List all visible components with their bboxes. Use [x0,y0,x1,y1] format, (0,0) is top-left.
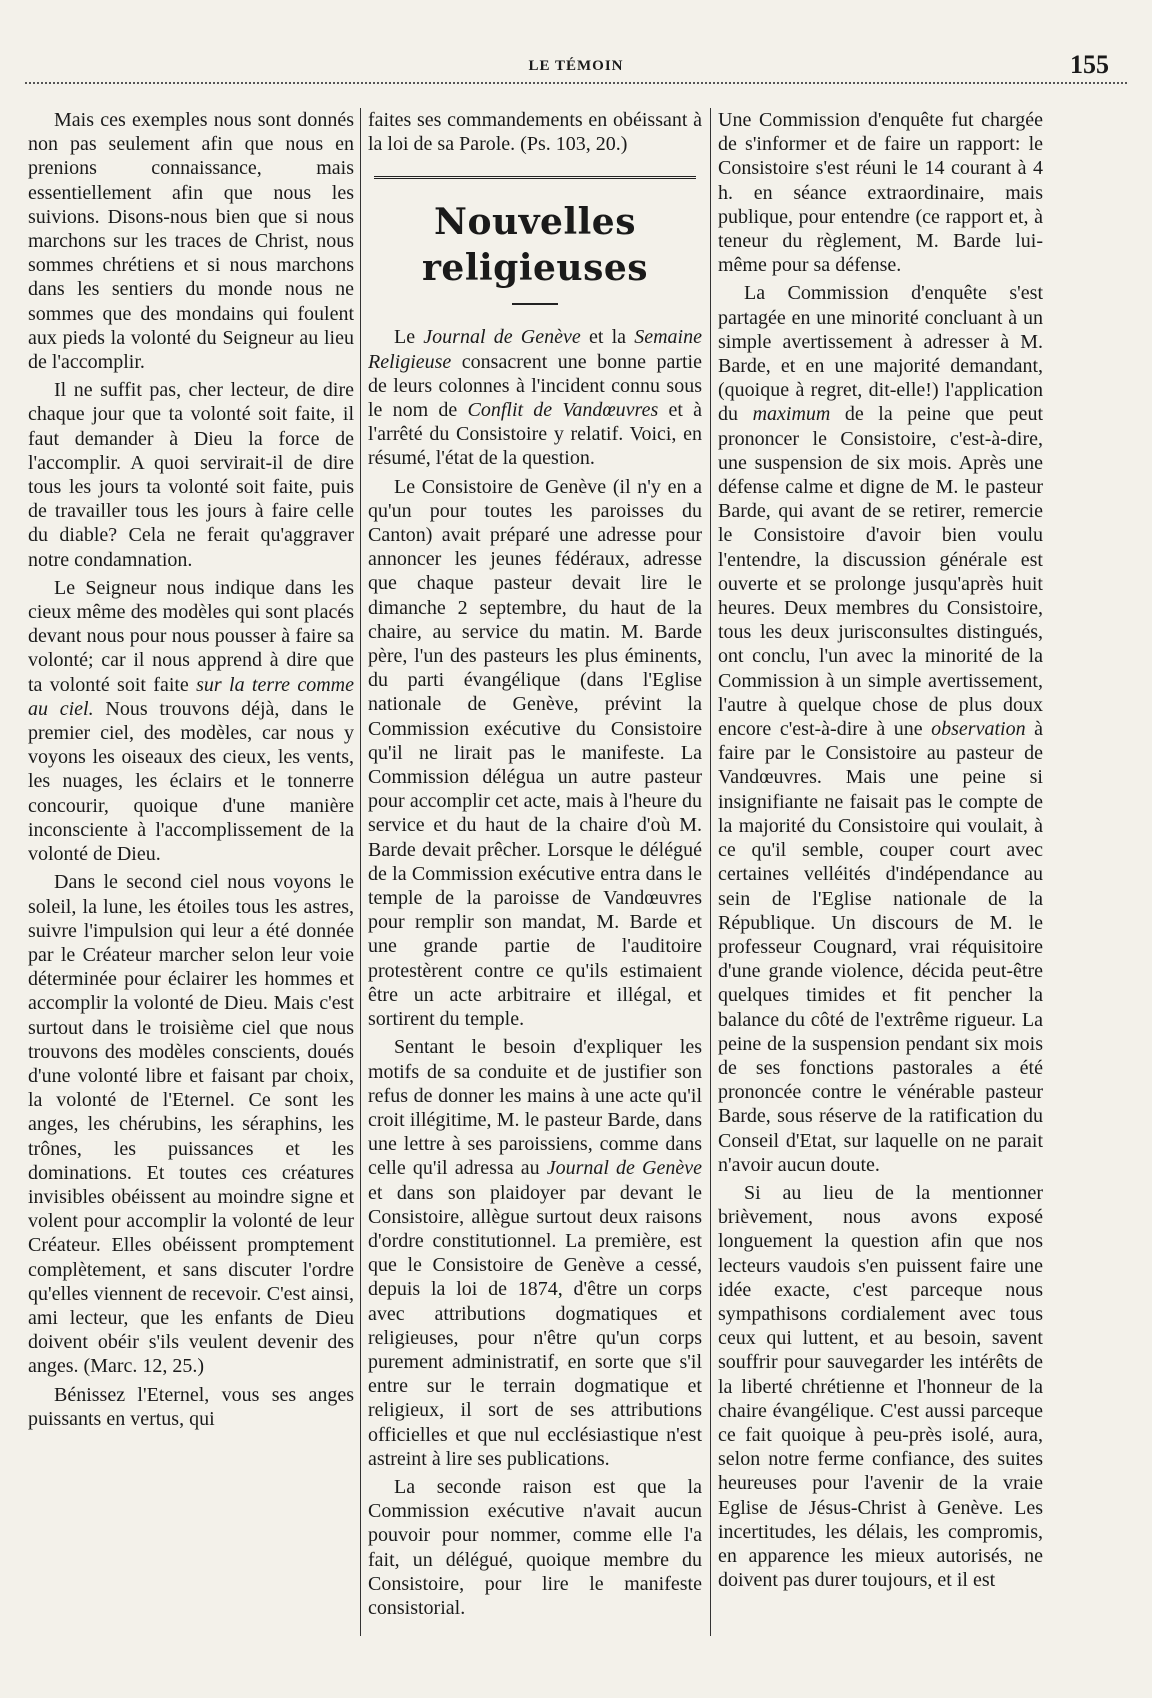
header-rule [25,82,1127,84]
paragraph-text: de la peine que peut prononcer le Consistoire, c'est-à-dire, une suspension de six mois. Après une défense calme et digne de M. le pasteur Barde, qui avant de se retirer, remercie le Consistoire d'avoir bien voulu l'entendre, la discussion générale est ouverte et se prolonge jusqu'après huit heures. Deux membres du Consistoire, tous les deux jurisconsultes distingués, ont conclu, l'un avec la minorité de la Commission à un simple avertissement, l'autre à quelque chose de plus doux encore c'est-à-dire à une [718,403,1043,741]
paragraph: Mais ces exemples nous sont donnés non pas seulement afin que nous en prenions connaissance, mais essentiellement afin que nous les suivions. Disons-nous bien que si nous marchons sur les traces de Christ, nous sommes chrétiens et si nous marchons dans les sentiers du monde nous ne sommes que des mondains qui foulent aux pieds la volonté du Seigneur au lieu de l'accomplir. [28,109,354,374]
paragraph-text: et à l'arrêté du Consistoire y relatif. Voici, en résumé, l'état de la question. [368,399,702,470]
paragraph: Le Consistoire de Genève (il n'y en a qu'un pour toutes les paroisses du Canton) avait préparé une adresse pour annoncer les jeunes fédéraux, adresse que chaque pasteur devait lire le dimanche 2 septembre, du haut de la chaire, au service du matin. M. Barde père, l'un des pasteurs les plus éminents, du parti évangélique (dans l'Eglise nationale de Genève, prévint la Commission exécutive du Consistoire qu'il ne lirait pas le manifeste. La Commission délégua un autre pasteur pour accomplir cet acte, mais à l'heure du service et du haut de la chaire d'où M. Barde devait prêcher. Lorsque le délégué de la Commission exécutive entra dans le temple de la paroisse de Vandœuvres pour remplir son mandat, M. Barde et une grande partie de l'auditoire protestèrent contre ce qu'ils estimaient être un acte arbitraire et illégal, et sortirent du temple. [368,475,702,1031]
italic-title: Journal de Genève [423,326,581,349]
paragraph: Si au lieu de la mentionner brièvement, nous avons exposé longuement la question afin que nos lecteurs vaudois s'en puissent faire une idée exacte, c'est parceque nous sympathisons cordialement avec tous ceux qui luttent, et au besoin, savent souffrir pour sauvegarder les intérêts de la liberté chrétienne et l'honneur de la chaire évangélique. C'est aussi parceque ce fait quoique à peu-près isolé, aura, selon notre ferme confiance, des suites heureuses pour l'avenir de la vraie Eglise de Jésus-Christ à Genève. Les incertitudes, les délais, les compromis, en apparence les mieux autorisés, ne doivent pas durer toujours, et il est [718,1181,1043,1592]
italic-term: maximum [752,403,831,426]
page-number: 155 [1070,50,1109,79]
paragraph-text: à faire par le Consistoire au pasteur de Vandœuvres. Mais une peine si insignifiante ne faisait pas le compte de la majorité du Consistoire qui voulait, à ce qu'il semble, couper court avec certaines velléités d'indépendance au sein de l'Eglise nationale de la République. Un discours de M. le professeur Cougnard, vrai réquisitoire d'une grande violence, décida peut-être quelques timides et fit pencher la balance du côté de l'extrême rigueur. La peine de la suspension pendant six mois de ses fonctions pastorales a été prononcée contre le vénérable pasteur Barde, sous réserve de la ratification du Conseil d'Etat, sur laquelle on ne parait n'avoir aucun doute. [718,718,1043,1176]
paragraph: La seconde raison est que la Commission exécutive n'avait aucun pouvoir pour nommer, comme elle l'a fait, un délégué, quoique membre du Consistoire, pour lire le manifeste consistorial. [368,1475,702,1619]
paragraph-text: Le [394,326,424,349]
italic-title: Conflit de Vandœuvres [467,399,659,422]
paragraph [28,576,354,866]
paragraph-text: et la [580,326,635,349]
column-3 [718,108,1043,1636]
paragraph-text: Sentant le besoin d'expliquer les motifs de sa conduite et de justifier son refus de donner les mains à une acte qu'il croit illégitime, M. le pasteur Barde, dans une lettre à ses paroissiens, comme dans celle qu'il adressa au [368,1036,702,1180]
paragraph [368,325,702,470]
paragraph-text: Nous trouvons déjà, dans le premier ciel, des modèles, car nous y voyons les oiseaux des cieux, les vents, les nuages, les éclairs et le tonnerre concourir, quoique d'une manière inconsciente à l'accomplissement de la volonté de Dieu. [28,697,354,866]
section-rule [374,176,696,179]
paragraph: Une Commission d'enquête fut chargée de s'informer et de faire un rapport: le Consistoire s'est réuni le 14 courant à 4 h. en séance extraordinaire, mais publique, pour entendre (ce rapport et, à teneur du règlement, M. Barde lui-même pour sa défense. [718,109,1043,277]
column-2 [368,108,702,1636]
paragraph-text: consacrent une bonne partie de leurs colonnes à l'incident connu sous le nom de [368,350,702,422]
paragraph [718,281,1043,1177]
paragraph [28,378,354,572]
short-rule [512,303,558,305]
running-title: LE TÉMOIN [528,58,624,74]
column-divider [360,108,361,1636]
paragraph-text: Il ne suffit pas, cher lecteur, de dire chaque jour que ta volonté soit faite, il faut demander à Dieu la force de l'accomplir. A quoi servirait-il de dire tous les jours ta volonté soit faite, puis de travailler tous les jours à faire celle du diable? Cela ne ferait qu'aggraver notre condamnation. [28,379,354,571]
column-1 [28,108,354,1636]
italic-title: Semaine Religieuse [368,326,702,373]
page-header [25,50,1127,90]
italic-term: observation [931,718,1026,741]
paragraph-text: La Commission d'enquête s'est partagée en une minorité concluant à un simple avertissement à adresser à M. Barde, et en une majorité demandant, (quoique à regret, dit-elle!) l'application du [718,282,1043,426]
section-title: Nouvelles religieuses [421,201,649,290]
paragraph [368,1035,702,1471]
paragraph-text: et dans son plaidoyer par devant le Consistoire, allègue surtout deux raisons d'ordre constitutionnel. La première, est que le Consistoire de Genève a cessé, depuis la loi de 1874, d'être un corps avec attributions dogmatiques et religieuses, pour n'être qu'un corps purement administratif, en sorte que s'il entre sur le terrain dogmatique et religieux, il sort de ses attributions officielles et que nul ecclésiastique n'est astreint à lire ses publications. [368,1181,702,1470]
column-divider [710,108,711,1636]
italic-quote: sur la terre comme au ciel. [28,673,354,720]
paragraph: Dans le second ciel nous voyons le soleil, la lune, les étoiles tous les astres, suivre l'impulsion qui leur a été donnée par le Créateur marcher selon leur voie déterminée pour éclairer les hommes et accomplir la volonté de Dieu. Mais c'est surtout dans le troisième ciel que nous trouvons des modèles conscients, doués d'une volonté libre et faisant par choix, la volonté de l'Eternel. Ce sont les anges, les chérubins, les séraphins, les trônes, les puissances et les dominations. Et toutes ces créatures invisibles obéissent au moindre signe et volent pour accomplir la volonté de leur Créateur. Elles obéissent promptement complètement, et sans discuter l'ordre qu'elles viennent de recevoir. C'est ainsi, ami lecteur, que les enfants de Dieu doivent obéir s'ils veulent devenir des anges. (Marc. 12, 25.) [28,871,354,1378]
paragraph: Bénissez l'Eternel, vous ses anges puissants en vertus, qui [28,1383,354,1430]
paragraph-text: Le Seigneur nous indique dans les cieux même des modèles qui sont placés devant nous pour nous pousser à faire sa volonté; car il nous apprend à dire que ta volonté soit faite [28,576,354,696]
italic-title: Journal de Genève [546,1157,702,1180]
continued-paragraph: faites ses commandements en obéissant à la loi de sa Parole. (Ps. 103, 20.) [368,109,702,156]
